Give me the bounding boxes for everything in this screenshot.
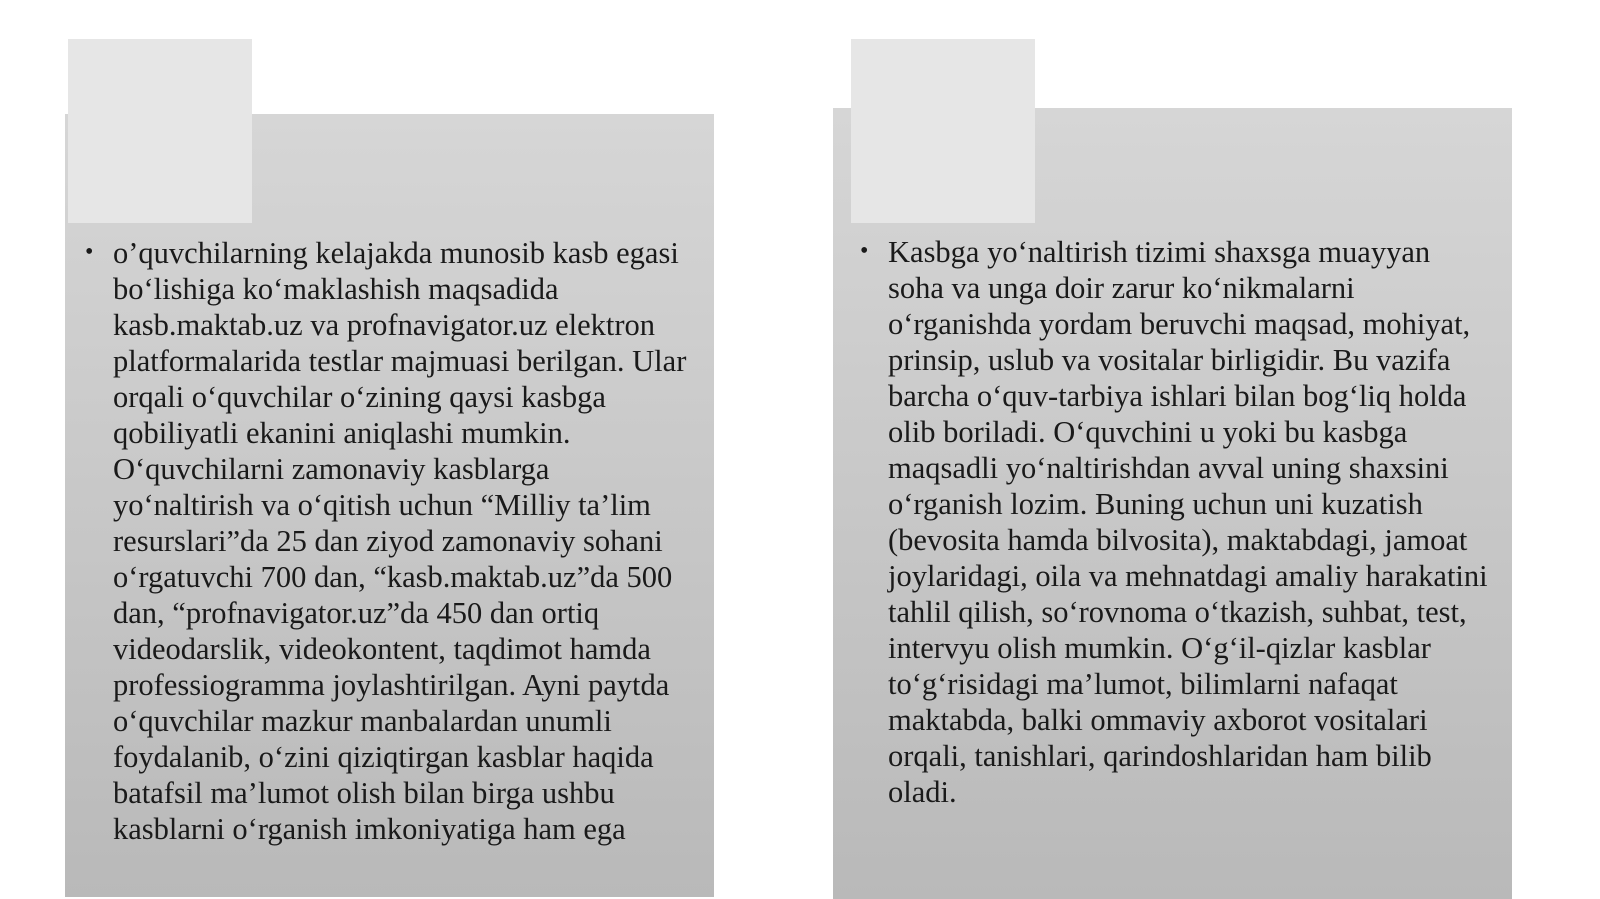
left-header-tab [68,39,252,223]
right-text-block [860,234,1492,810]
bullet-icon: • [860,238,869,264]
left-paragraph: o’quvchilarning kelajakda munosib kasb egasi bo‘lishiga ko‘maklashish maqsadida kasb.maktab.uz va profnavigator.uz elektron platformalarida testlar majmuasi berilgan. Ular orqali o‘quvchilar o‘zining qaysi kasbga qobiliyatli ekanini aniqlashi mumkin. O‘quvchilarni zamonaviy kasblarga yo‘naltirish va o‘qitish uchun “Milliy ta’lim resurslari”da 25 dan ziyod zamonaviy sohani o‘rgatuvchi 700 dan, “kasb.maktab.uz”da 500 dan, “profnavigator.uz”da 450 dan ortiq videodarslik, videokontent, taqdimot hamda professiogramma joylashtirilgan. Ayni paytda o‘quvchilar mazkur manbalardan unumli foydalanib, o‘zini qiziqtirgan kasblar haqida batafsil ma’lumot olish bilan birga ushbu kasblarni o‘rganish imkoniyatiga ham ega [113,236,687,846]
right-bullet-item [860,234,1492,810]
right-header-tab [851,39,1035,223]
left-text-block [85,235,696,847]
bullet-icon: • [85,239,94,265]
left-bullet-item [85,235,696,847]
right-paragraph: Kasbga yo‘naltirish tizimi shaxsga muayyan soha va unga doir zarur ko‘nikmalarni o‘rganishda yordam beruvchi maqsad, mohiyat, prinsip, uslub va vositalar birligidir. Bu vazifa barcha o‘quv-tarbiya ishlari bilan bog‘liq holda olib boriladi. O‘quvchini u yoki bu kasbga maqsadli yo‘naltirishdan avval uning shaxsini o‘rganish lozim. Buning uchun uni kuzatish (bevosita hamda bilvosita), maktabdagi, jamoat joylaridagi, oila va mehnatdagi amaliy harakatini tahlil qilish, so‘rovnoma o‘tkazish, suhbat, test, intervyu olish mumkin. O‘g‘il-qizlar kasblar to‘g‘risidagi ma’lumot, bilimlarni nafaqat maktabda, balki ommaviy axborot vositalari orqali, tanishlari, qarindoshlaridan ham bilib oladi. [888,235,1488,809]
left-text-panel [65,114,714,897]
right-text-panel [833,108,1512,899]
